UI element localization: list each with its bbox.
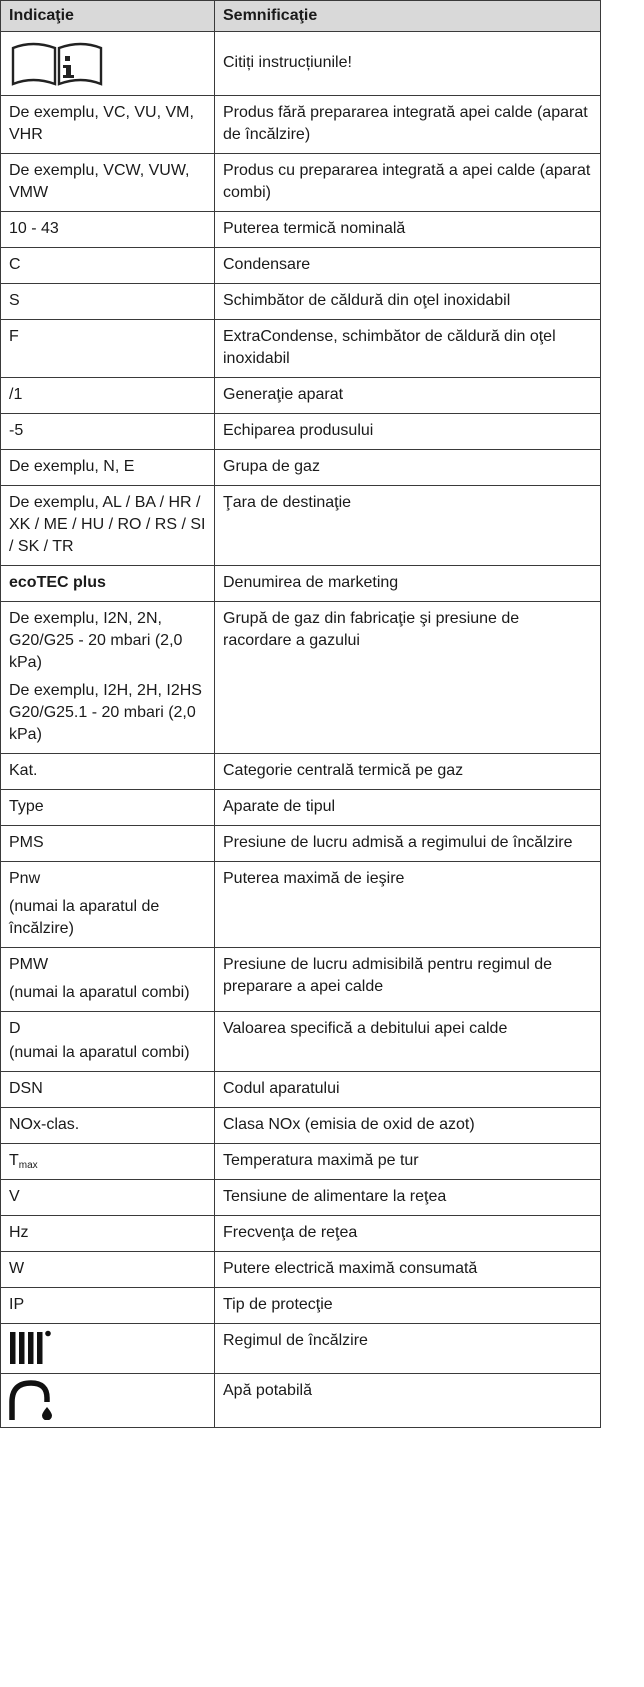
table-row (1, 1012, 601, 1072)
table-row (1, 948, 601, 1012)
indication-cell: Hz (1, 1216, 215, 1252)
radiator-icon (9, 1330, 53, 1366)
table-row (1, 32, 601, 96)
icon-cell (1, 32, 215, 96)
meaning-cell: Presiune de lucru admisibilă pentru regimul de preparare a apei calde (215, 948, 601, 1012)
table-row (1, 754, 601, 790)
indication-cell: S (1, 284, 215, 320)
table-row (1, 1180, 601, 1216)
table-row (1, 602, 601, 754)
indication-cell (1, 1012, 215, 1072)
indication-cell (1, 602, 215, 754)
meaning-cell: ExtraCondense, schimbător de căldură din oţel inoxidabil (215, 320, 601, 378)
meaning-cell: Condensare (215, 248, 601, 284)
indication-text: De exemplu, I2N, 2N, G20/G25 - 20 mbari (2,0 kPa) (9, 610, 183, 671)
indication-cell: V (1, 1180, 215, 1216)
indication-subscript: max (18, 1160, 38, 1171)
table-row (1, 826, 601, 862)
table-row (1, 1324, 601, 1374)
meaning-cell: Temperatura maximă pe tur (215, 1144, 601, 1180)
table-row (1, 486, 601, 566)
table-row (1, 566, 601, 602)
indication-note: (numai la aparatul combi) (9, 984, 190, 1001)
column-header-meaning: Semnificaţie (215, 1, 601, 32)
table-row (1, 1288, 601, 1324)
meaning-cell: Presiune de lucru admisă a regimului de încălzire (215, 826, 601, 862)
book-info-icon (9, 38, 105, 88)
meaning-cell: Frecvenţa de reţea (215, 1216, 601, 1252)
meaning-cell: Schimbător de căldură din oţel inoxidabil (215, 284, 601, 320)
indication-cell: C (1, 248, 215, 284)
table-row (1, 1216, 601, 1252)
indication-text: D (9, 1020, 21, 1037)
meaning-cell: Categorie centrală termică pe gaz (215, 754, 601, 790)
indication-cell: /1 (1, 378, 215, 414)
table-row (1, 378, 601, 414)
indication-note: (numai la aparatul combi) (9, 1044, 190, 1061)
meaning-cell: Echiparea produsului (215, 414, 601, 450)
table-row (1, 1108, 601, 1144)
table-row (1, 1252, 601, 1288)
indication-cell: -5 (1, 414, 215, 450)
indication-cell: De exemplu, VC, VU, VM, VHR (1, 96, 215, 154)
table-row (1, 450, 601, 486)
indication-text: De exemplu, I2H, 2H, I2HS G20/G25.1 - 20 mbari (2,0 kPa) (9, 682, 202, 743)
meaning-cell: Ţara de destinaţie (215, 486, 601, 566)
indication-text: T (9, 1152, 19, 1169)
table-header-row (1, 1, 601, 32)
indication-cell: F (1, 320, 215, 378)
meaning-cell: Citiți instrucțiunile! (215, 32, 601, 96)
indication-cell: De exemplu, AL / BA / HR / XK / ME / HU / RO / RS / SI / SK / TR (1, 486, 215, 566)
table-row (1, 320, 601, 378)
indication-cell: De exemplu, VCW, VUW, VMW (1, 154, 215, 212)
indication-cell: 10 - 43 (1, 212, 215, 248)
meaning-cell: Produs fără prepararea integrată apei calde (aparat de încălzire) (215, 96, 601, 154)
indication-cell: ecoTEC plus (1, 566, 215, 602)
indication-text: Pnw (9, 870, 41, 887)
indication-cell (1, 862, 215, 948)
indication-cell: W (1, 1252, 215, 1288)
table-row (1, 212, 601, 248)
indication-cell: DSN (1, 1072, 215, 1108)
meaning-cell: Grupa de gaz (215, 450, 601, 486)
meaning-cell: Produs cu prepararea integrată a apei calde (aparat combi) (215, 154, 601, 212)
indication-cell: NOx-clas. (1, 1108, 215, 1144)
table-row (1, 1072, 601, 1108)
meaning-cell: Putere electrică maximă consumată (215, 1252, 601, 1288)
meaning-cell: Denumirea de marketing (215, 566, 601, 602)
table-row (1, 862, 601, 948)
indication-cell: De exemplu, N, E (1, 450, 215, 486)
meaning-cell: Grupă de gaz din fabricaţie şi presiune de racordare a gazului (215, 602, 601, 754)
table-row (1, 154, 601, 212)
meaning-cell: Apă potabilă (215, 1374, 601, 1428)
meaning-cell: Clasa NOx (emisia de oxid de azot) (215, 1108, 601, 1144)
table-row (1, 248, 601, 284)
table-row (1, 414, 601, 450)
meaning-cell: Regimul de încălzire (215, 1324, 601, 1374)
meaning-cell: Aparate de tipul (215, 790, 601, 826)
indication-text: PMW (9, 956, 49, 973)
table-row (1, 1374, 601, 1428)
indication-cell (1, 948, 215, 1012)
tap-drop-icon (9, 1380, 53, 1420)
indication-note: (numai la aparatul de încălzire) (9, 898, 160, 937)
meaning-cell: Valoarea specifică a debitului apei calde (215, 1012, 601, 1072)
meaning-cell: Tensiune de alimentare la reţea (215, 1180, 601, 1216)
meaning-cell: Codul aparatului (215, 1072, 601, 1108)
table-row (1, 790, 601, 826)
icon-cell (1, 1374, 215, 1428)
indication-cell (1, 1144, 215, 1180)
column-header-indication: Indicaţie (1, 1, 215, 32)
indication-cell: Kat. (1, 754, 215, 790)
indication-cell: PMS (1, 826, 215, 862)
meaning-cell: Puterea maximă de ieşire (215, 862, 601, 948)
indication-cell: Type (1, 790, 215, 826)
table-row (1, 96, 601, 154)
table-row (1, 1144, 601, 1180)
meaning-cell: Generaţie aparat (215, 378, 601, 414)
indication-cell: IP (1, 1288, 215, 1324)
icon-cell (1, 1324, 215, 1374)
meaning-cell: Puterea termică nominală (215, 212, 601, 248)
table-row (1, 284, 601, 320)
meaning-cell: Tip de protecţie (215, 1288, 601, 1324)
